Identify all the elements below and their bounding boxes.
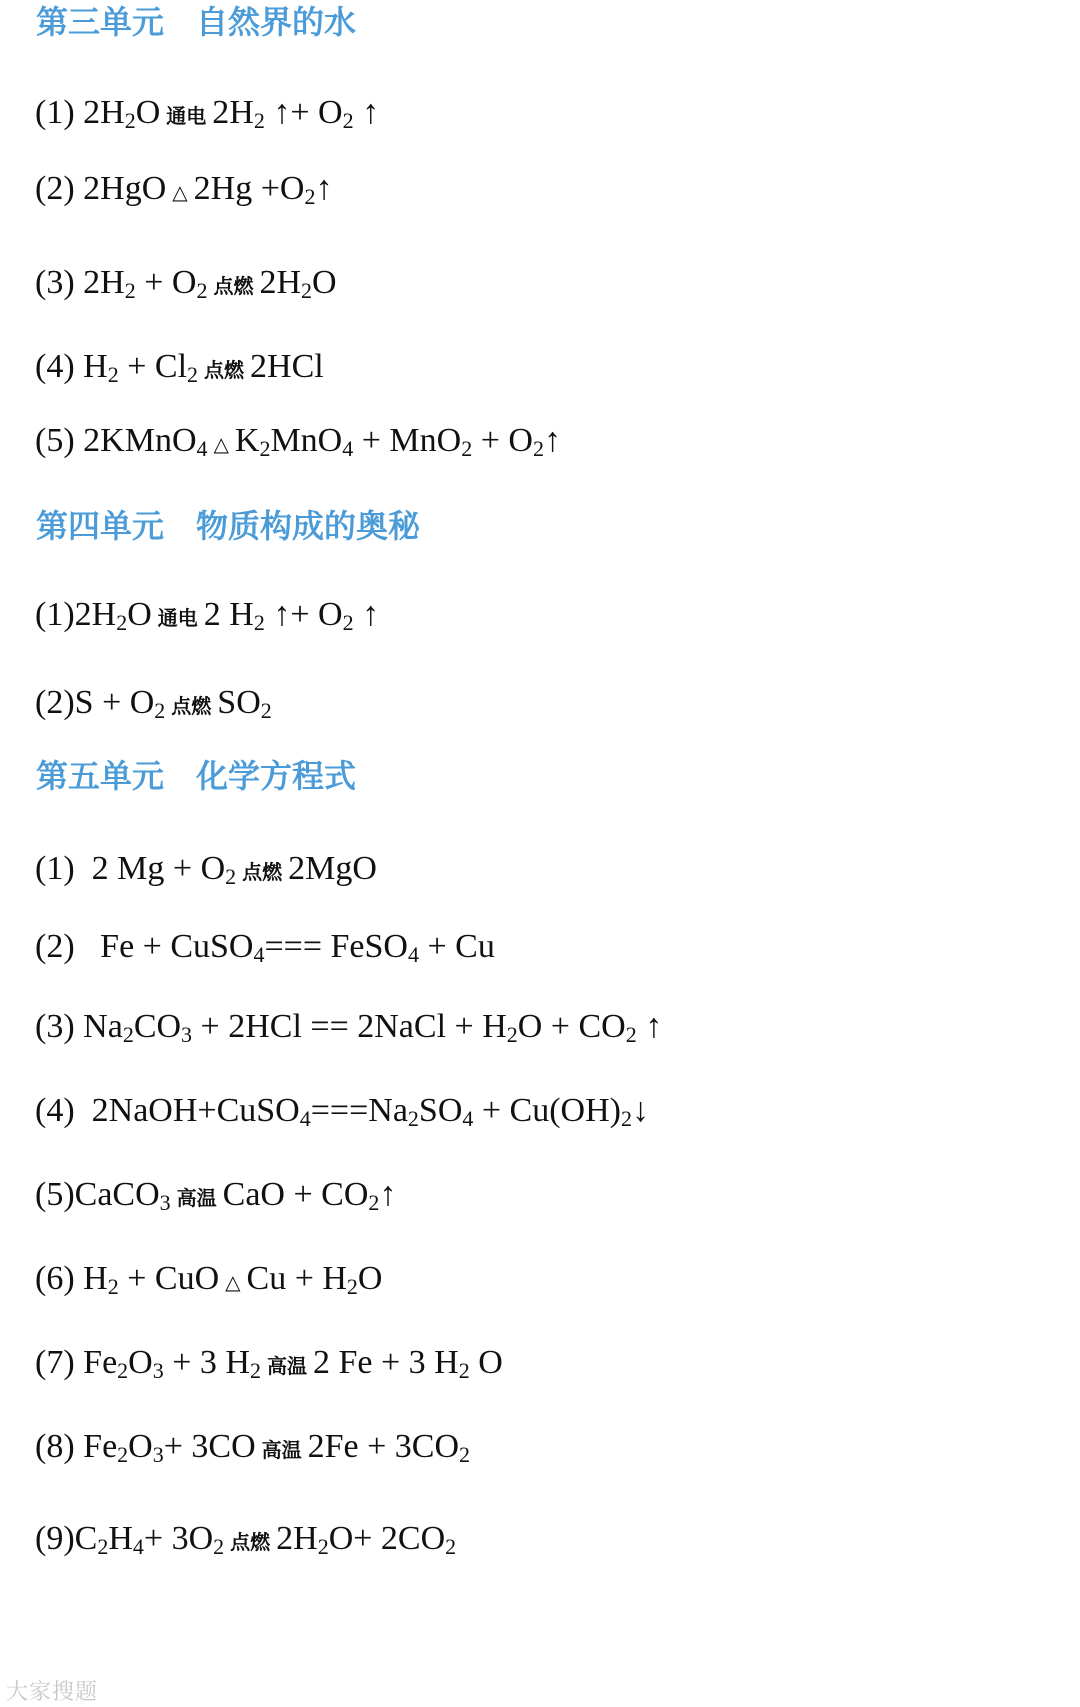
reaction-condition: 高温	[266, 1354, 307, 1378]
equation-products: 2 Fe + 3 $H_2$ O	[312, 1344, 503, 1383]
equation-reactants: $Fe_2O_3+ 3CO$	[83, 1428, 256, 1467]
reaction-condition: 点燃	[230, 1530, 271, 1554]
equation-products: $K_2MnO_4 + MnO_2$ + $O_2↑$	[234, 422, 561, 461]
equation-row	[35, 1344, 503, 1383]
section-title-unit5: 第五单元 化学方程式	[36, 757, 357, 795]
equation-number: (1)	[35, 596, 75, 633]
equation-reactants: $2NaOH+CuSO_4===Na_2SO_4$ + $Cu(OH)_2↓$	[91, 1092, 649, 1131]
reaction-condition: 高温	[261, 1438, 302, 1462]
reaction-condition: 点燃	[213, 274, 254, 298]
equation-row	[35, 1428, 471, 1467]
equation-products: $2Fe + 3CO_2$	[307, 1428, 471, 1467]
equation-row	[35, 1176, 397, 1215]
equation-number: (7)	[35, 1344, 84, 1381]
equation-reactants: Fe + CuSO$_4$=== FeSO$_4$ + Cu	[100, 928, 495, 967]
equation-reactants: $C_2H_4+ 3O_2$	[74, 1520, 225, 1559]
equation-products: CaO + $CO_2↑$	[222, 1176, 397, 1215]
equation-products: $SO_2$	[217, 684, 272, 723]
reaction-condition: 通电	[157, 606, 198, 630]
equation-products: $2Hg +O_2↑$	[193, 170, 333, 209]
equation-reactants: 2HgO	[83, 170, 167, 207]
reaction-condition: 通电	[166, 104, 207, 128]
equation-number: (1)	[35, 94, 84, 131]
equation-reactants: 2KMnO$_4$	[83, 422, 208, 461]
equation-row	[35, 1520, 457, 1559]
equation-reactants: 2 $Mg + O_2$	[91, 850, 237, 889]
equation-reactants: $Fe_2O_3 + 3$ $H_2$	[83, 1344, 261, 1383]
equation-products: 2MgO	[288, 850, 377, 887]
equation-number: (4)	[35, 348, 84, 385]
equation-number: (5)	[35, 1176, 75, 1213]
reaction-condition: △	[225, 1270, 241, 1294]
reaction-condition: 点燃	[204, 358, 245, 382]
equation-row	[35, 596, 380, 635]
equation-number: (5)	[35, 422, 84, 459]
equation-row	[35, 684, 272, 723]
reaction-condition: 点燃	[171, 694, 212, 718]
equation-reactants: $S + O_2$	[74, 684, 166, 723]
equation-row	[35, 348, 324, 387]
reaction-condition: 高温	[176, 1186, 217, 1210]
equation-reactants: $H_2$ + CuO	[83, 1260, 220, 1299]
equation-reactants: $2H_2 + O_2$	[83, 264, 208, 303]
equation-products: $Cu + H_2O$	[246, 1260, 383, 1299]
equation-number: (2)	[35, 928, 101, 965]
equation-reactants: $2H_2O$	[83, 94, 161, 133]
equation-number: (3)	[35, 264, 84, 301]
equation-row	[35, 94, 380, 133]
equation-reactants: $2H_2O$	[74, 596, 152, 635]
equation-products: $2H_2$ ↑+ $O_2$ ↑	[212, 94, 380, 133]
equation-products: 2 $H_2$ ↑+ $O_2$ ↑	[203, 596, 380, 635]
equation-number: (8)	[35, 1428, 84, 1465]
equation-number: (1)	[35, 850, 92, 887]
equation-products: $2H_2O+ 2CO_2$	[276, 1520, 457, 1559]
equation-number: (3)	[35, 1008, 84, 1045]
reaction-condition: △	[172, 180, 188, 204]
reaction-condition: △	[213, 432, 229, 456]
equation-row	[35, 850, 377, 889]
equation-number: (2)	[35, 684, 75, 721]
equation-products: $2H_2O$	[259, 264, 337, 303]
equation-row	[35, 170, 333, 209]
section-title-unit3: 第三单元 自然界的水	[36, 3, 357, 41]
equation-row	[35, 1008, 663, 1047]
equation-row	[35, 1260, 383, 1299]
equation-number: (4)	[35, 1092, 92, 1129]
watermark: 大家搜题	[6, 1680, 99, 1705]
equation-row	[35, 928, 495, 967]
equation-number: (2)	[35, 170, 84, 207]
equation-row	[35, 1092, 649, 1131]
reaction-condition: 点燃	[242, 860, 283, 884]
equation-number: (9)	[35, 1520, 75, 1557]
equation-row	[35, 422, 561, 461]
equation-number: (6)	[35, 1260, 84, 1297]
equation-reactants: $H_2 + Cl_2$	[83, 348, 199, 387]
equation-reactants: CaCO$_3$	[74, 1176, 171, 1215]
section-title-unit4: 第四单元 物质构成的奥秘	[36, 507, 421, 545]
equation-reactants: $Na_2CO_3 + 2HCl$ == 2NaCl + $H_2O + CO_2$ ↑	[83, 1008, 663, 1047]
equation-products: 2HCl	[250, 348, 324, 385]
equation-row	[35, 264, 337, 303]
